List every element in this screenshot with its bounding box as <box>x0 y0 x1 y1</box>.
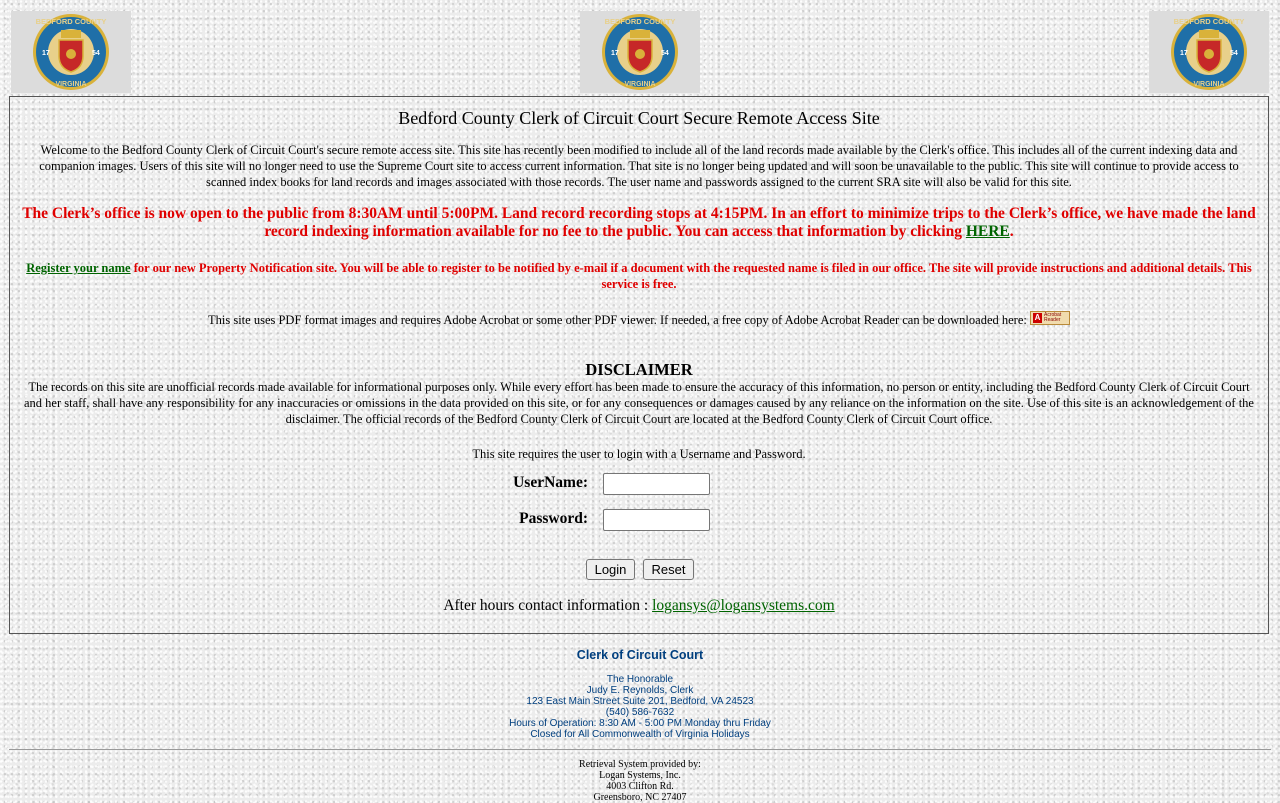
acrobat-badge-text <box>1044 313 1061 323</box>
seal-year-left: 17 <box>611 50 619 57</box>
footer-address-block <box>0 674 1280 740</box>
contact-label: After hours contact information : <box>443 597 653 614</box>
after-hours-contact <box>10 597 1268 615</box>
footer-line: The Honorable <box>606 674 674 685</box>
county-seal-left <box>11 11 131 93</box>
register-text: for our new Property Notification site. You will be able to register to be notified by e-mail if a document with the requested name is filed in our office. The site will provide instructions and additional details. This service is free. <box>130 261 1252 291</box>
contact-email-link[interactable]: logansys@logansystems.com <box>652 597 835 614</box>
county-seal-icon <box>29 12 113 92</box>
footer-divider <box>9 749 1271 750</box>
seal-top-text: BEDFORD COUNTY <box>35 17 107 26</box>
login-button[interactable]: Login <box>586 559 635 580</box>
seal-bottom-text: VIRGINIA <box>624 81 656 88</box>
pdf-requirement-text <box>10 311 1268 328</box>
seal-top-text: BEDFORD COUNTY <box>604 17 676 26</box>
username-input[interactable] <box>603 473 710 495</box>
pdf-text: This site uses PDF format images and requires Adobe Acrobat or some other PDF viewer. If needed, a free copy of Adobe Acrobat Reader can be downloaded here: <box>208 313 1030 327</box>
provider-line: Retrieval System provided by: <box>579 759 701 770</box>
disclaimer-text: The records on this site are unofficial records made available for informational purposes only. While every effort has been made to ensure the accuracy of this information, no person or entity, including the Bedford County Clerk of Circuit Court and her staff, shall have any responsibility for any inaccuracies or omissions in the data provided on this site, or for any consequences or damages caused by any reliance on the information on the site. Use of this site is an acknowledgement of the disclaimer. The official records of the Bedford County Clerk of Circuit Court are located at the Bedford County Clerk of Circuit Court office. <box>24 380 1254 426</box>
acrobat-icon: A <box>1034 313 1041 322</box>
login-requirement-text: This site requires the user to login with a Username and Password. <box>472 447 806 461</box>
property-notification-notice <box>20 260 1258 292</box>
provider-line: Logan Systems, Inc. <box>599 770 681 781</box>
indexing-here-link[interactable]: HERE <box>965 223 1010 240</box>
register-name-link[interactable]: Register your name <box>26 261 131 275</box>
disclaimer-heading: DISCLAIMER <box>585 360 693 379</box>
county-seal-center <box>580 11 700 93</box>
footer-line: Hours of Operation: 8:30 AM - 5:00 PM Monday thru Friday <box>509 718 771 729</box>
seal-year-left: 17 <box>1180 50 1188 57</box>
password-label: Password: <box>519 510 588 527</box>
reset-button[interactable]: Reset <box>643 559 694 580</box>
seal-year-right: 54 <box>661 50 669 57</box>
footer-title: Clerk of Circuit Court <box>576 648 704 662</box>
seal-bottom-text: VIRGINIA <box>1193 81 1225 88</box>
acrobat-badge-line2: Reader <box>1043 317 1061 323</box>
seal-bottom-text: VIRGINIA <box>55 81 87 88</box>
page-title: Bedford County Clerk of Circuit Court Secure Remote Access Site <box>398 108 880 128</box>
seal-year-right: 54 <box>1230 50 1238 57</box>
county-seal-icon <box>1167 12 1251 92</box>
footer-line: Judy E. Reynolds, Clerk <box>586 685 694 696</box>
provider-line: Greensboro, NC 27407 <box>593 792 687 803</box>
main-panel <box>9 96 1269 634</box>
acrobat-reader-download-link[interactable] <box>1030 311 1070 325</box>
footer-line: (540) 586-7632 <box>605 707 675 718</box>
password-input[interactable] <box>603 509 710 531</box>
welcome-text: Welcome to the Bedford County Clerk of Circuit Court's secure remote access site. This site has recently been modified to include all of the land records made available by the Clerk's office. This includes all of the current indexing data and companion images. Users of this site will no longer need to use the Supreme Court site to access current information. That site is no longer being updated and will soon be unavailable to the public. This site will continue to provide access to scanned index books for land records and images associated with those records. The user name and passwords assigned to the current SRA site will also be valid for this site. <box>39 143 1239 189</box>
county-seal-icon <box>598 12 682 92</box>
seal-top-text: BEDFORD COUNTY <box>1173 17 1245 26</box>
seal-year-left: 17 <box>42 50 50 57</box>
county-seal-right <box>1149 11 1269 93</box>
notice-period: . <box>1009 223 1014 240</box>
provider-line: 4003 Clifton Rd. <box>606 781 674 792</box>
notice-text: The Clerk’s office is now open to the public from 8:30AM until 5:00PM. Land record recording stops at 4:15PM. In an effort to minimize trips to the Clerk’s office, we have made the land record indexing information available for no fee to the public. You can access that information by clicking <box>22 205 1256 240</box>
system-provider-block <box>0 759 1280 803</box>
username-label: UserName: <box>513 474 588 491</box>
footer-line: 123 East Main Street Suite 201, Bedford, VA 24523 <box>526 696 754 707</box>
office-hours-notice <box>16 205 1262 241</box>
acrobat-badge-line1: Acrobat <box>1043 312 1062 318</box>
footer-line: Closed for All Commonwealth of Virginia Holidays <box>530 729 750 740</box>
seal-year-right: 54 <box>92 50 100 57</box>
